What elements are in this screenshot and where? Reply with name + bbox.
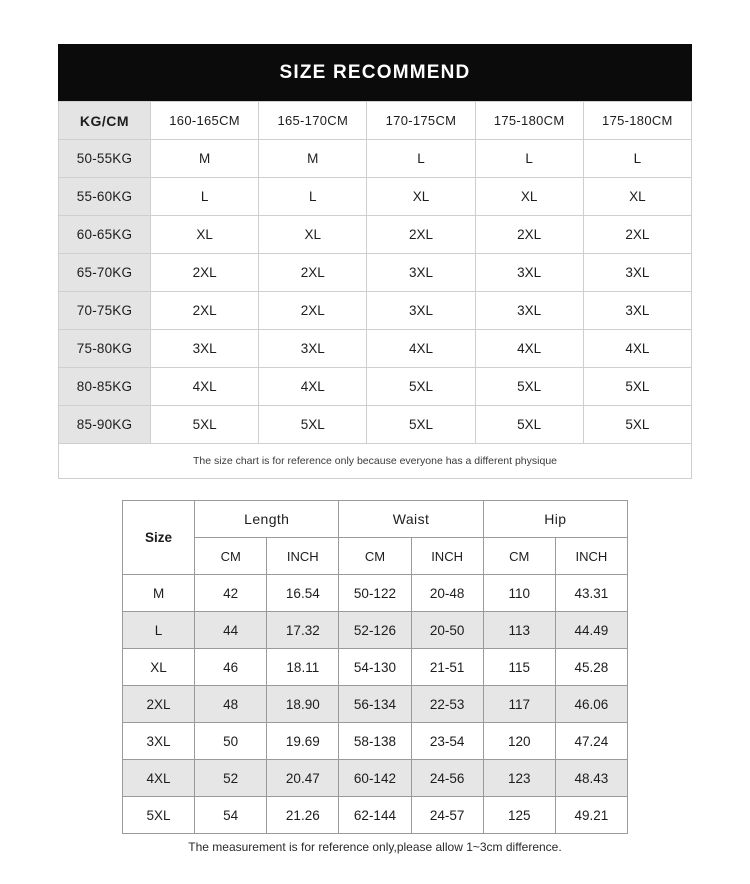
measure-cell: 20-50 (411, 612, 483, 649)
size-cell: 2XL (259, 292, 367, 330)
table-row (59, 292, 692, 330)
table-header-row (59, 102, 692, 140)
measure-cell: 42 (195, 575, 267, 612)
weight-label: 55-60KG (59, 178, 151, 216)
table-row (59, 330, 692, 368)
size-cell: 2XL (151, 254, 259, 292)
measure-cell: 48.43 (555, 760, 627, 797)
size-recommend-title: SIZE RECOMMEND (58, 44, 692, 101)
measure-cell: 56-134 (339, 686, 411, 723)
measure-cell: 19.69 (267, 723, 339, 760)
size-cell: XL (151, 216, 259, 254)
measure-cell: 23-54 (411, 723, 483, 760)
weight-label: 75-80KG (59, 330, 151, 368)
column-header-1: 165-170CM (259, 102, 367, 140)
size-cell: XL (583, 178, 691, 216)
measure-cell: 21.26 (267, 797, 339, 834)
size-cell: 4XL (123, 760, 195, 797)
size-cell: M (123, 575, 195, 612)
measure-cell: 43.31 (555, 575, 627, 612)
size-recommend-section (58, 44, 692, 479)
size-cell: XL (475, 178, 583, 216)
size-cell: 2XL (151, 292, 259, 330)
table-row (123, 723, 628, 760)
size-cell: 5XL (475, 406, 583, 444)
weight-label: 70-75KG (59, 292, 151, 330)
measure-cell: 50 (195, 723, 267, 760)
table-row (123, 760, 628, 797)
size-cell: 2XL (475, 216, 583, 254)
size-cell: 5XL (367, 368, 475, 406)
measure-cell: 46.06 (555, 686, 627, 723)
unit-header-waist-inch: INCH (411, 538, 483, 575)
size-cell: 3XL (475, 254, 583, 292)
unit-header-hip-cm: CM (483, 538, 555, 575)
size-cell: 2XL (123, 686, 195, 723)
measure-cell: 52-126 (339, 612, 411, 649)
table-row (59, 406, 692, 444)
table-row (59, 178, 692, 216)
measure-cell: 125 (483, 797, 555, 834)
unit-header-waist-cm: CM (339, 538, 411, 575)
group-header-length: Length (195, 501, 339, 538)
size-cell: 5XL (583, 406, 691, 444)
measure-cell: 24-57 (411, 797, 483, 834)
weight-label: 85-90KG (59, 406, 151, 444)
size-cell: 3XL (583, 254, 691, 292)
size-cell: 3XL (367, 292, 475, 330)
measure-cell: 22-53 (411, 686, 483, 723)
size-cell: 3XL (259, 330, 367, 368)
measure-cell: 20-48 (411, 575, 483, 612)
unit-header-length-cm: CM (195, 538, 267, 575)
column-header-2: 170-175CM (367, 102, 475, 140)
weight-label: 65-70KG (59, 254, 151, 292)
size-cell: L (151, 178, 259, 216)
size-cell: 5XL (259, 406, 367, 444)
table-group-header-row (123, 501, 628, 538)
measure-cell: 50-122 (339, 575, 411, 612)
measure-cell: 47.24 (555, 723, 627, 760)
table-row (59, 368, 692, 406)
measure-cell: 54 (195, 797, 267, 834)
measure-cell: 44 (195, 612, 267, 649)
table-row (123, 686, 628, 723)
size-cell: 3XL (151, 330, 259, 368)
size-cell: 4XL (583, 330, 691, 368)
size-cell: 3XL (475, 292, 583, 330)
size-cell: 5XL (583, 368, 691, 406)
size-recommend-table (58, 101, 692, 444)
measure-cell: 123 (483, 760, 555, 797)
weight-label: 50-55KG (59, 140, 151, 178)
table-row (123, 649, 628, 686)
size-cell: 2XL (367, 216, 475, 254)
measure-cell: 117 (483, 686, 555, 723)
size-cell: L (583, 140, 691, 178)
measure-cell: 60-142 (339, 760, 411, 797)
size-cell: L (475, 140, 583, 178)
size-cell: 3XL (123, 723, 195, 760)
size-cell: L (123, 612, 195, 649)
size-cell: 5XL (123, 797, 195, 834)
measure-cell: 46 (195, 649, 267, 686)
table-row (59, 216, 692, 254)
measure-cell: 115 (483, 649, 555, 686)
size-cell: 2XL (259, 254, 367, 292)
kg-cm-corner-label: KG/CM (59, 102, 151, 140)
size-cell: 3XL (367, 254, 475, 292)
size-cell: M (151, 140, 259, 178)
measure-cell: 45.28 (555, 649, 627, 686)
measure-cell: 113 (483, 612, 555, 649)
size-cell: 4XL (151, 368, 259, 406)
table-row (123, 797, 628, 834)
measurement-section (122, 500, 628, 854)
measure-cell: 52 (195, 760, 267, 797)
measure-cell: 21-51 (411, 649, 483, 686)
size-cell: 5XL (151, 406, 259, 444)
size-cell: XL (123, 649, 195, 686)
group-header-hip: Hip (483, 501, 627, 538)
table-row (123, 575, 628, 612)
measure-cell: 58-138 (339, 723, 411, 760)
size-cell: 3XL (583, 292, 691, 330)
weight-label: 60-65KG (59, 216, 151, 254)
size-cell: XL (259, 216, 367, 254)
measure-cell: 20.47 (267, 760, 339, 797)
column-header-0: 160-165CM (151, 102, 259, 140)
size-cell: 2XL (583, 216, 691, 254)
unit-header-length-inch: INCH (267, 538, 339, 575)
measurement-table (122, 500, 628, 834)
table-row (123, 612, 628, 649)
measure-cell: 48 (195, 686, 267, 723)
table-row (59, 140, 692, 178)
table-unit-header-row (123, 538, 628, 575)
measurement-note: The measurement is for reference only,please allow 1~3cm difference. (188, 840, 562, 854)
column-header-4: 175-180CM (583, 102, 691, 140)
unit-header-hip-inch: INCH (555, 538, 627, 575)
measure-cell: 49.21 (555, 797, 627, 834)
measure-cell: 62-144 (339, 797, 411, 834)
size-cell: 5XL (475, 368, 583, 406)
measure-cell: 110 (483, 575, 555, 612)
size-recommend-note: The size chart is for reference only because everyone has a different physique (58, 444, 692, 479)
size-cell: L (367, 140, 475, 178)
size-cell: L (259, 178, 367, 216)
measure-cell: 24-56 (411, 760, 483, 797)
measure-cell: 54-130 (339, 649, 411, 686)
size-cell: 5XL (367, 406, 475, 444)
weight-label: 80-85KG (59, 368, 151, 406)
table-row (59, 254, 692, 292)
column-header-3: 175-180CM (475, 102, 583, 140)
size-column-header: Size (123, 501, 195, 575)
size-cell: 4XL (475, 330, 583, 368)
group-header-waist: Waist (339, 501, 483, 538)
size-cell: 4XL (367, 330, 475, 368)
measure-cell: 120 (483, 723, 555, 760)
measure-cell: 16.54 (267, 575, 339, 612)
measure-cell: 17.32 (267, 612, 339, 649)
measure-cell: 18.11 (267, 649, 339, 686)
size-cell: 4XL (259, 368, 367, 406)
size-cell: XL (367, 178, 475, 216)
measure-cell: 44.49 (555, 612, 627, 649)
measure-cell: 18.90 (267, 686, 339, 723)
size-cell: M (259, 140, 367, 178)
